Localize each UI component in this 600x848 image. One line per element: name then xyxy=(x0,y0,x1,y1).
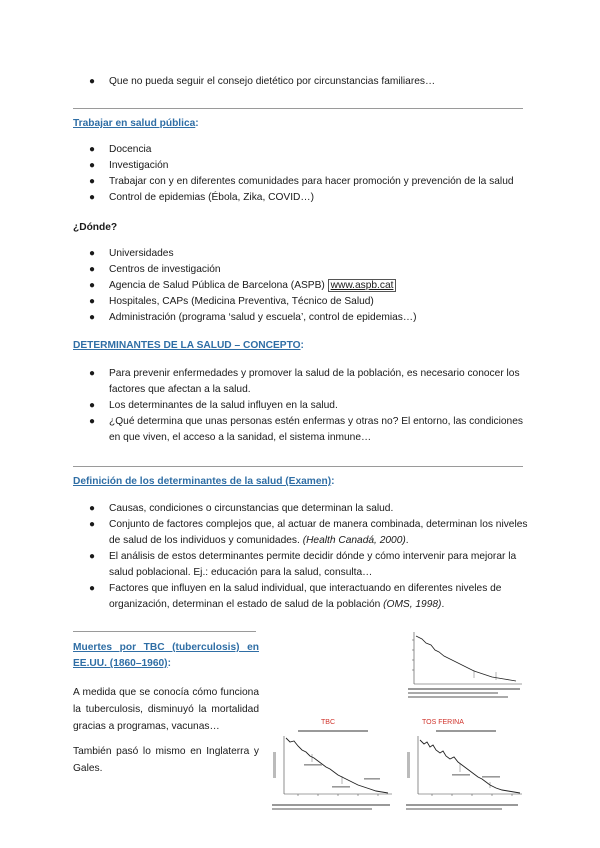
list-item-text: Causas, condiciones o circunstancias que determinan la salud. xyxy=(109,503,394,514)
list-item-text: Centros de investigación xyxy=(109,264,221,275)
divider xyxy=(73,631,256,632)
definition-list xyxy=(88,501,528,613)
section-heading-public-health: Trabajar en salud pública: xyxy=(73,118,199,129)
determinants-list xyxy=(88,366,528,446)
citation: (OMS, 1998) xyxy=(383,599,442,610)
list-item: ● Trabajar con y en diferentes comunidades para hacer promoción y prevención de la salud xyxy=(89,176,514,187)
section-heading-where: ¿Dónde? xyxy=(73,222,118,233)
list-item-text: Administración (programa ‘salud y escuela’, control de epidemias…) xyxy=(109,312,417,323)
list-item-text: Factores que influyen en la salud individual, que interactuando en diferentes niveles de organización, determinan el estado de salud de la población xyxy=(109,583,502,610)
list-item-text: El análisis de estos determinantes permite decidir dónde y cómo intervenir para mejorar la salud poblacional. Ej.: educación para la salud, consulta… xyxy=(109,551,517,578)
list-item: ● Administración (programa ‘salud y escuela’, control de epidemias…) xyxy=(89,312,417,323)
section-heading-tbc: Muertes por TBC (tuberculosis) en EE.UU. (1860–1960): xyxy=(73,642,259,669)
section-heading-determinants: DETERMINANTES DE LA SALUD – CONCEPTO: xyxy=(73,340,304,351)
public-health-list xyxy=(88,142,528,206)
chart-label-tbc: TBC xyxy=(321,719,335,726)
list-item: ● Hospitales, CAPs (Medicina Preventiva, Técnico de Salud) xyxy=(89,296,374,307)
list-item: ● Factores que influyen en la salud individual, que interactuando en diferentes niveles de organización, determinan el estado de salud de la población (OMS, 1998). xyxy=(89,583,502,610)
aspb-link[interactable]: www.aspb.cat xyxy=(328,279,397,292)
list-item-text: Conjunto de factores complejos que, al actuar de manera combinada, determinan los niveles de salud de los individuos y comunidades. xyxy=(109,519,528,546)
list-item-text: Los determinantes de la salud influyen en la salud. xyxy=(109,400,338,411)
list-item: ● Causas, condiciones o circunstancias que determinan la salud. xyxy=(89,503,394,514)
where-list xyxy=(88,246,528,326)
list-item: ● Centros de investigación xyxy=(89,264,221,275)
list-item: ● Conjunto de factores complejos que, al actuar de manera combinada, determinan los niveles de salud de los individuos y comunidades. (Health Canadá, 2000). xyxy=(89,519,528,546)
list-item: ● Que no pueda seguir el consejo dietético por circunstancias familiares… xyxy=(89,76,436,87)
mortality-figure-top xyxy=(404,628,526,708)
list-item-text: Para prevenir enfermedades y promover la salud de la población, es necesario conocer los factores que afectan a la salud. xyxy=(109,368,520,395)
list-item-text: Hospitales, CAPs (Medicina Preventiva, Técnico de Salud) xyxy=(109,296,374,307)
list-item: ● Los determinantes de la salud influyen en la salud. xyxy=(89,400,338,411)
list-item-text: Investigación xyxy=(109,160,169,171)
list-item: ● El análisis de estos determinantes permite decidir dónde y cómo intervenir para mejorar la salud poblacional. Ej.: educación para la salud, consulta… xyxy=(89,551,517,578)
list-item: ● Investigación xyxy=(89,160,169,171)
list-item-text: ¿Qué determina que unas personas estén enfermas y otras no? El entorno, las condiciones en que viven, el acceso a la sanidad, el sistema inmune… xyxy=(109,416,523,443)
divider xyxy=(73,108,523,109)
tbc-paragraph-2: También pasó lo mismo en Inglaterra y Gales. xyxy=(73,746,259,774)
list-item: ● Universidades xyxy=(89,248,174,259)
tbc-paragraph-1: A medida que se conocía cómo funciona la tuberculosis, disminuyó la mortalidad gracias a programas, vacunas… xyxy=(73,687,259,732)
tbc-mortality-chart xyxy=(268,728,396,818)
list-item: ● Agencia de Salud Pública de Barcelona (ASPB) www.aspb.cat xyxy=(88,278,528,294)
list-item: ● Para prevenir enfermedades y promover la salud de la población, es necesario conocer los factores que afectan a la salud. xyxy=(89,368,520,395)
divider xyxy=(73,466,523,467)
list-item-text: Agencia de Salud Pública de Barcelona (ASPB) xyxy=(109,280,328,291)
tos-ferina-mortality-chart xyxy=(402,728,526,818)
list-item-text: Trabajar con y en diferentes comunidades para hacer promoción y prevención de la salud xyxy=(109,176,514,187)
list-item-text: Docencia xyxy=(109,144,152,155)
top-bullet-list xyxy=(88,74,528,90)
section-heading-definition: Definición de los determinantes de la salud (Examen): xyxy=(73,476,335,487)
list-item-text: Universidades xyxy=(109,248,174,259)
citation: (Health Canadá, 2000) xyxy=(302,535,406,546)
list-item: ● Docencia xyxy=(89,144,152,155)
list-item: ● ¿Qué determina que unas personas estén enfermas y otras no? El entorno, las condiciones en que viven, el acceso a la sanidad, el sistema inmune… xyxy=(89,416,523,443)
chart-label-tos-ferina: TOS FERINA xyxy=(422,719,464,726)
list-item: ● Control de epidemias (Ébola, Zika, COVID…) xyxy=(89,192,314,203)
list-item-text: Control de epidemias (Ébola, Zika, COVID…) xyxy=(109,192,314,203)
list-item-text: Que no pueda seguir el consejo dietético por circunstancias familiares… xyxy=(109,76,436,87)
